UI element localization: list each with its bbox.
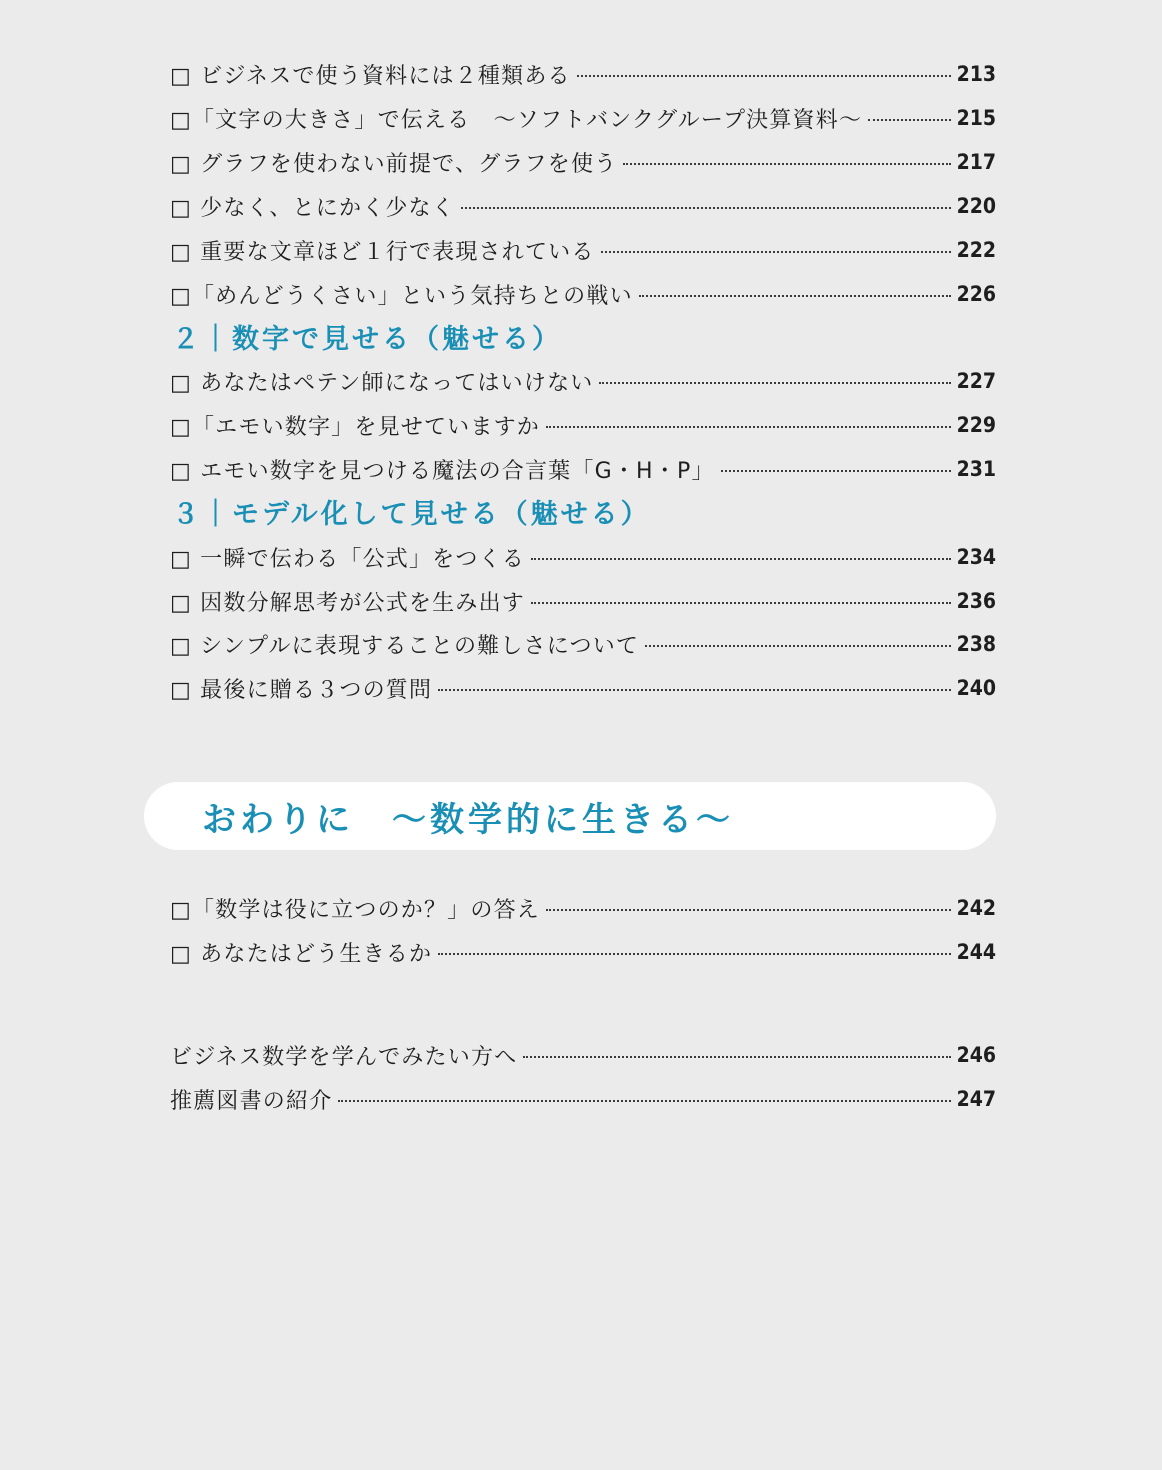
toc-entry-label: □ 一瞬で伝わる「公式」をつくる bbox=[170, 546, 525, 572]
toc-entry-page: 217 bbox=[956, 150, 996, 174]
toc-entry-label: □ エモい数字を見つける魔法の合言葉「G・H・P」 bbox=[170, 458, 715, 484]
dot-leader bbox=[639, 295, 951, 297]
toc-entry-page: 238 bbox=[956, 632, 996, 656]
toc-entry-label: □ グラフを使わない前提で、グラフを使う bbox=[170, 151, 618, 177]
toc-entry-label: ビジネス数学を学んでみたい方へ bbox=[170, 1044, 518, 1070]
dot-leader bbox=[531, 602, 951, 604]
toc-entry[interactable] bbox=[170, 629, 996, 659]
toc-entry-page: 213 bbox=[956, 62, 996, 86]
toc-entry[interactable] bbox=[170, 147, 996, 177]
toc-entry-page: 215 bbox=[956, 106, 996, 130]
dot-leader bbox=[868, 119, 950, 121]
toc-entry-label: □ ビジネスで使う資料には２種類ある bbox=[170, 63, 571, 89]
section-heading-3[interactable]: ３｜モデル化して見せる（魅せる） bbox=[172, 498, 651, 530]
dot-leader bbox=[599, 382, 950, 384]
dot-leader bbox=[461, 207, 951, 209]
toc-entry[interactable] bbox=[170, 893, 996, 923]
dot-leader bbox=[546, 909, 951, 911]
toc-entry[interactable] bbox=[170, 1084, 996, 1114]
toc-entry-label: □「めんどうくさい」という気持ちとの戦い bbox=[170, 283, 633, 309]
toc-entry-label: □ 因数分解思考が公式を生み出す bbox=[170, 590, 525, 616]
toc-entry[interactable] bbox=[170, 235, 996, 265]
section-heading-2[interactable]: ２｜数字で見せる（魅せる） bbox=[172, 323, 562, 355]
toc-entry-page: 236 bbox=[956, 589, 996, 613]
toc-entry-page: 222 bbox=[956, 238, 996, 262]
dot-leader bbox=[523, 1056, 950, 1058]
dot-leader bbox=[546, 426, 951, 428]
toc-entry-label: □ あなたはペテン師になってはいけない bbox=[170, 370, 594, 396]
toc-entry-label: □ シンプルに表現することの難しさについて bbox=[170, 633, 640, 659]
toc-entry-page: 226 bbox=[956, 282, 996, 306]
toc-entry-label: □ あなたはどう生きるか bbox=[170, 941, 433, 967]
toc-entry[interactable] bbox=[170, 59, 996, 89]
toc-entry[interactable] bbox=[170, 410, 996, 440]
toc-entry[interactable] bbox=[170, 937, 996, 967]
toc-entry-page: 231 bbox=[956, 457, 996, 481]
dot-leader bbox=[531, 558, 951, 560]
toc-entry[interactable] bbox=[170, 454, 996, 484]
toc-entry[interactable] bbox=[170, 542, 996, 572]
dot-leader bbox=[438, 689, 950, 691]
toc-entry[interactable] bbox=[170, 673, 996, 703]
dot-leader bbox=[623, 163, 950, 165]
toc-entry-label: □「数学は役に立つのか？」の答え bbox=[170, 897, 540, 923]
dot-leader bbox=[438, 953, 950, 955]
toc-entry[interactable] bbox=[170, 279, 996, 309]
toc-entry[interactable] bbox=[170, 586, 996, 616]
chapter-title: おわりに 〜数学的に生きる〜 bbox=[202, 799, 734, 840]
toc-entry-page: 229 bbox=[956, 413, 996, 437]
toc-entry-page: 240 bbox=[956, 676, 996, 700]
toc-entry-page: 242 bbox=[956, 896, 996, 920]
dot-leader bbox=[721, 470, 951, 472]
dot-leader bbox=[338, 1100, 950, 1102]
dot-leader bbox=[645, 645, 950, 647]
toc-entry-label: □ 少なく、とにかく少なく bbox=[170, 195, 455, 221]
toc-entry-page: 244 bbox=[956, 940, 996, 964]
toc-entry-label: □ 最後に贈る３つの質問 bbox=[170, 677, 433, 703]
toc-entry-page: 246 bbox=[956, 1043, 996, 1067]
toc-entry-label: 推薦図書の紹介 bbox=[170, 1088, 333, 1114]
chapter-banner[interactable] bbox=[144, 782, 996, 850]
toc-entry-page: 234 bbox=[956, 545, 996, 569]
toc-entry-page: 247 bbox=[956, 1087, 996, 1111]
toc-entry-label: □ 重要な文章ほど１行で表現されている bbox=[170, 239, 595, 265]
dot-leader bbox=[601, 251, 951, 253]
toc-entry-page: 220 bbox=[956, 194, 996, 218]
toc-entry-label: □「文字の大きさ」で伝える 〜ソフトバンクグループ決算資料〜 bbox=[170, 107, 863, 133]
toc-entry[interactable] bbox=[170, 1040, 996, 1070]
toc-entry-label: □「エモい数字」を見せていますか bbox=[170, 414, 540, 440]
dot-leader bbox=[577, 75, 951, 77]
toc-entry[interactable] bbox=[170, 366, 996, 396]
toc-entry-page: 227 bbox=[956, 369, 996, 393]
toc-entry[interactable] bbox=[170, 191, 996, 221]
toc-entry[interactable] bbox=[170, 103, 996, 133]
